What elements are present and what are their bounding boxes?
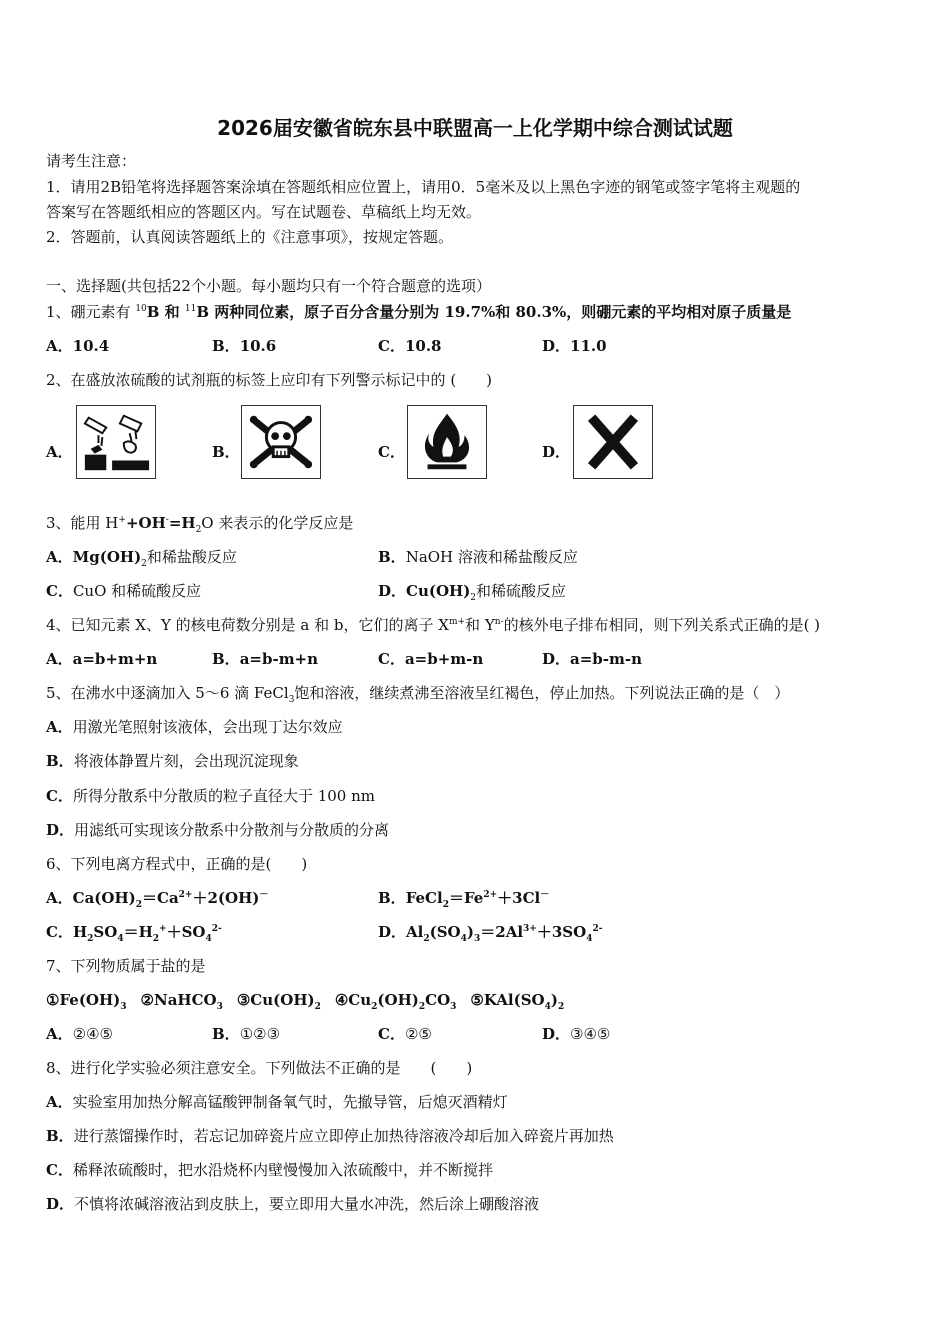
harmful-x-icon [573, 405, 653, 479]
q7-option-b: B．①②③ [212, 1025, 281, 1043]
q6-option-d: D．$Al_2(SO_4)_3=2Al^{3+}+3SO_4^{2-}$ [378, 923, 603, 944]
q6-option-b: B．$FeCl_2=Fe^{2+}+3Cl^-$ [378, 889, 550, 910]
q8-option-a: A．实验室用加热分解高锰酸钾制备氧气时，先撤导管，后熄灭酒精灯 [46, 1093, 508, 1111]
q5-option-d: D．用滤纸可实现该分散系中分散剂与分散质的分离 [46, 821, 390, 839]
q8-option-d: D．不慎将浓碱溶液沾到皮肤上，要立即用大量水冲洗，然后涂上硼酸溶液 [46, 1195, 540, 1213]
q5-option-c: C．所得分散系中分散质的粒子直径大于 100 nm [46, 787, 376, 805]
q6-stem: 6、下列电离方程式中，正确的是( ) [46, 855, 308, 873]
flammable-flame-icon [407, 405, 487, 479]
skull-crossbones-icon [241, 405, 321, 479]
q6-option-c: C．$H_2SO_4=H_2^++SO_4^{2-}$ [46, 923, 222, 944]
q5-stem: 5、在沸水中逐滴加入 5～6 滴 FeCl$_3$饱和溶液，继续煮沸至溶液呈红褐色，停止加热。下列说法正确的是（ ） [46, 684, 790, 705]
notice-line-3: 2．答题前，认真阅读答题纸上的《注意事项》，按规定答题。 [46, 228, 454, 246]
q7-option-a: A．②④⑤ [46, 1025, 113, 1043]
q7-option-c: C．②⑤ [378, 1025, 432, 1043]
corrosive-icon [76, 405, 156, 479]
notice-heading: 请考生注意： [46, 152, 137, 170]
q3-option-d: D．$Cu(OH)_2$和稀硫酸反应 [378, 582, 567, 603]
q2-option-d-label: D． [542, 443, 571, 461]
q3-option-b: B．NaOH 溶液和稀盐酸反应 [378, 548, 578, 566]
q1-stem: 1、硼元素有 $^{10}$B 和 $^{11}$B 两种同位素，原子百分含量分别为 19.7%和 80.3%，则硼元素的平均相对原子质量是 [46, 303, 792, 321]
q2-option-b-label: B． [212, 443, 240, 461]
q2-option-c-label: C． [378, 443, 405, 461]
q1-option-a: A．10.4 [46, 337, 110, 355]
q3-stem: 3、能用 $H^++OH^-=H_2O$ 来表示的化学反应是 [46, 514, 354, 535]
q1-option-d: D．11.0 [542, 337, 607, 355]
notice-line-1: 1．请用2B铅笔将选择题答案涂填在答题纸相应位置上，请用0．5毫米及以上黑色字迹的钢笔或签字笔将主观题的 [46, 178, 801, 196]
section-heading: 一、选择题(共包括22个小题。每小题均只有一个符合题意的选项） [46, 277, 491, 295]
q5-option-b: B．将液体静置片刻，会出现沉淀现象 [46, 752, 299, 770]
q7-option-d: D．③④⑤ [542, 1025, 611, 1043]
q1-option-b: B．10.6 [212, 337, 277, 355]
page-title: 2026届安徽省皖东县中联盟高一上化学期中综合测试试题 [217, 116, 733, 140]
notice-line-2: 答案写在答题纸相应的答题区内。写在试题卷、草稿纸上均无效。 [46, 203, 482, 221]
q2-option-a-label: A． [46, 443, 73, 461]
q5-option-a: A．用激光笔照射该液体，会出现丁达尔效应 [46, 718, 343, 736]
q3-option-c: C．CuO 和稀硫酸反应 [46, 582, 202, 600]
q8-option-b: B．进行蒸馏操作时，若忘记加碎瓷片应立即停止加热待溶液冷却后加入碎瓷片再加热 [46, 1127, 614, 1145]
q4-option-b: B．a=b-m+n [212, 650, 319, 668]
q8-stem: 8、进行化学实验必须注意安全。下列做法不正确的是 ( ) [46, 1059, 473, 1077]
q7-stem: 7、下列物质属于盐的是 [46, 957, 206, 975]
q3-option-a: A．$Mg(OH)_2$和稀盐酸反应 [46, 548, 237, 569]
q7-items: $①Fe(OH)_3$ ②NaHCO$_3$ $③Cu(OH)_2$ $④Cu_2(OH)_2CO_3$ $⑤KAl(SO_4)_2$ [46, 991, 565, 1012]
q6-option-a: A．$Ca(OH)_2=Ca^{2+}+2(OH)^-$ [46, 889, 269, 910]
q1-option-c: C．10.8 [378, 337, 442, 355]
q4-option-a: A．a=b+m+n [46, 650, 158, 668]
q8-option-c: C．稀释浓硫酸时，把水沿烧杯内壁慢慢加入浓硫酸中，并不断搅拌 [46, 1161, 493, 1179]
q4-stem: 4、已知元素 X、Y 的核电荷数分别是 a 和 b，它们的离子 $X^{m+}$和 $Y^{n-}$的核外电子排布相同，则下列关系式正确的是( ) [46, 616, 821, 634]
q4-option-c: C．a=b+m-n [378, 650, 484, 668]
q2-stem: 2、在盛放浓硫酸的试剂瓶的标签上应印有下列警示标记中的 ( ) [46, 371, 493, 389]
q4-option-d: D．a=b-m-n [542, 650, 643, 668]
